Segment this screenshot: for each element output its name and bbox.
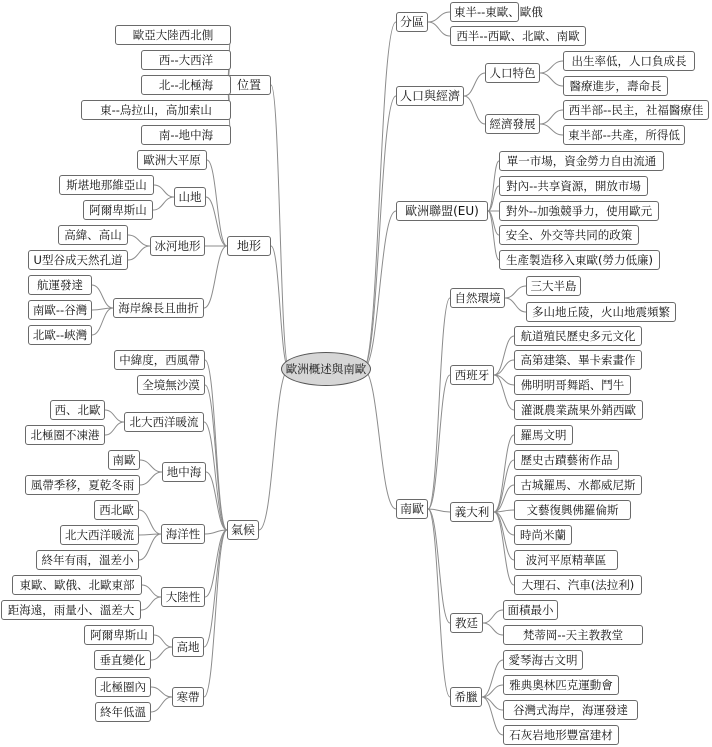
mindmap-node-left-2-5-1[interactable]: 距海遠，雨量小、溫差大 [1,600,141,620]
connector-left-2-6 [204,530,227,647]
connector-right-3-1-0 [494,336,514,375]
mindmap-node-right-1-1-0[interactable]: 西半部--民主，社福醫療佳 [563,100,709,120]
mindmap-node-right-3-2-5[interactable]: 波河平原精華區 [514,550,618,570]
mindmap-node-right-1-1-1[interactable]: 東半部--共產，所得低 [563,125,685,145]
mindmap-node-right-2-3[interactable]: 安全、外交等共同的政策 [499,225,639,245]
connector-left-1 [271,246,289,369]
mindmap-node-right-3-4-3[interactable]: 石灰岩地形豐富建材 [503,725,619,745]
connector-left-2-1 [205,385,227,530]
mindmap-node-left-0-2[interactable]: 北--北極海 [141,75,231,95]
mindmap-node-left-2-4-1[interactable]: 北大西洋暖流 [60,525,139,545]
connector-left-2-7-0 [151,687,172,697]
mindmap-node-left-2-2-1[interactable]: 北極圈不凍港 [25,425,105,445]
mindmap-node-right-3[interactable]: 南歐 [396,499,428,519]
connector-right-3-0-0 [505,286,526,298]
mindmap-node-right-3-1-2[interactable]: 佛明明哥舞蹈、鬥牛 [514,375,631,395]
connector-right-0-1 [428,22,450,36]
mindmap-node-left-2-6[interactable]: 高地 [172,637,204,657]
connector-right-3-4 [428,509,450,697]
mindmap-node-left-2-3-1[interactable]: 風帶季移，夏乾冬雨 [25,475,140,495]
mindmap-node-left-2-4[interactable]: 海洋性 [161,524,205,544]
mindmap-node-right-3-2-1[interactable]: 歷史古蹟藝術作品 [514,450,619,470]
mindmap-node-right-3-3[interactable]: 教廷 [450,613,483,633]
mindmap-node-left-1-3[interactable]: 海岸線長且曲折 [113,298,204,318]
connector-right-3-0 [428,298,450,509]
root-node-title[interactable]: 歐洲概述與南歐 [281,352,371,386]
connector-left-1-2-0 [128,235,150,246]
mindmap-node-left-0-3[interactable]: 東--烏拉山，高加索山 [81,100,231,120]
mindmap-node-right-3-0[interactable]: 自然環境 [450,288,505,308]
connector-left-1-1-1 [153,197,174,210]
mindmap-node-left-1-1-1[interactable]: 阿爾卑斯山 [83,200,153,220]
connector-left-1-0 [207,160,227,246]
mindmap-node-left-2[interactable]: 氣候 [227,520,259,540]
connector-left-2 [259,369,289,530]
mindmap-node-right-2-1[interactable]: 對內--共享資源，開放市場 [499,176,648,196]
connector-right-3-1-1 [494,360,514,375]
mindmap-node-left-2-3-0[interactable]: 南歐 [108,450,140,470]
mindmap-node-left-0-1[interactable]: 西--大西洋 [141,50,231,70]
connector-left-1-3-0 [92,285,113,308]
mindmap-node-right-3-2-6[interactable]: 大理石、汽車(法拉利) [514,575,642,595]
mindmap-node-right-3-1-0[interactable]: 航道殖民歷史多元文化 [514,326,642,346]
mindmap-node-left-2-6-0[interactable]: 阿爾卑斯山 [84,625,154,645]
connector-right-1-0 [464,73,485,96]
mindmap-node-right-2-4[interactable]: 生產製造移入東歐(勞力低廉) [499,250,660,270]
connector-right-1-1-1 [540,124,563,135]
connector-right-3-2 [428,509,450,512]
connector-left-0 [271,85,289,369]
mindmap-node-right-3-1[interactable]: 西班牙 [450,365,494,385]
connector-left-2-6-1 [151,647,172,660]
connector-right-3-4-3 [482,697,503,735]
mindmap-node-left-1-3-2[interactable]: 北歐--峽灣 [28,325,92,345]
mindmap-node-right-3-0-0[interactable]: 三大半島 [526,276,581,296]
connector-right-1-1 [464,96,485,124]
mindmap-node-left-2-7-1[interactable]: 終年低溫 [95,702,151,722]
mindmap-node-right-3-4-2[interactable]: 谷灣式海岸，海運發達 [503,700,638,720]
mindmap-node-right-1-0-1[interactable]: 醫療進步，壽命長 [563,76,668,96]
mindmap-node-right-3-4[interactable]: 希臘 [450,687,482,707]
connector-right-3-3-1 [483,623,503,635]
connector-left-2-5-0 [142,585,161,597]
connector-left-2-2-0 [105,410,124,422]
mindmap-node-left-2-6-1[interactable]: 垂直變化 [94,650,151,670]
connector-left-2-4-2 [139,534,161,560]
mindmap-node-right-1[interactable]: 人口與經濟 [396,86,464,106]
mindmap-node-left-2-1[interactable]: 全境無沙漠 [137,375,205,395]
connector-right-1-0-1 [540,73,563,86]
mindmap-node-left-1-3-1[interactable]: 南歐--谷灣 [28,300,92,320]
connector-left-2-6-0 [154,635,172,647]
connector-left-2-7 [204,530,227,697]
connector-right-3-0-1 [505,298,526,312]
mindmap-node-right-3-3-0[interactable]: 面積最小 [503,600,558,620]
mindmap-node-right-3-2-3[interactable]: 文藝復興佛羅倫斯 [514,500,631,520]
mindmap-node-right-3-2-4[interactable]: 時尚米蘭 [514,525,572,545]
connector-right-3-2-5 [494,512,514,560]
mindmap-node-right-3-1-3[interactable]: 灌溉農業蔬果外銷西歐 [514,400,643,420]
connector-right-3-2-2 [494,485,514,512]
connector-right-2-0 [488,161,499,211]
mindmap-node-left-0[interactable]: 位置 [227,75,271,95]
connector-left-2-5-1 [141,597,161,610]
mindmap-node-left-2-4-2[interactable]: 終年有雨，溫差小 [36,550,139,570]
mindmap-node-left-1-1[interactable]: 山地 [174,187,206,207]
mindmap-node-left-1-0[interactable]: 歐洲大平原 [137,150,207,170]
connector-left-2-2-1 [105,422,124,435]
connector-left-1-3-2 [92,308,113,335]
connector-left-2-3-1 [140,472,162,485]
mindmap-node-left-1[interactable]: 地形 [227,236,271,256]
mindmap-node-right-3-2-0[interactable]: 羅馬文明 [514,425,573,445]
mindmap-node-left-0-4[interactable]: 南--地中海 [141,125,231,145]
connector-right-1-0-0 [540,61,563,73]
connector-right-3 [363,369,396,509]
mindmap-node-left-1-2-0[interactable]: 高緯、高山 [58,225,128,245]
mindmap-node-right-1-0-0[interactable]: 出生率低，人口負成長 [563,51,695,71]
connector-left-1-1 [206,197,227,246]
mindmap-node-right-2-2[interactable]: 對外--加強競爭力，使用歐元 [499,201,659,221]
mindmap-node-left-2-2[interactable]: 北大西洋暖流 [124,412,204,432]
mindmap-node-right-3-1-1[interactable]: 高第建築、畢卡索畫作 [514,350,642,370]
mindmap-node-left-2-4-0[interactable]: 西北歐 [94,500,139,520]
mindmap-node-right-3-2[interactable]: 義大利 [450,502,494,522]
mindmap-node-left-2-0[interactable]: 中緯度，西風帶 [114,350,205,370]
mindmap-node-right-3-0-1[interactable]: 多山地丘陵，火山地震頻繁 [526,302,676,322]
connector-right-3-3-0 [483,610,503,623]
mindmap-node-right-3-3-1[interactable]: 梵蒂岡--天主教教堂 [503,625,643,645]
connector-right-2-4 [488,211,499,260]
connector-left-2-4-0 [139,510,161,534]
connector-left-1-3 [204,246,227,308]
mindmap-node-right-2[interactable]: 歐洲聯盟(EU) [396,201,488,221]
mindmap-node-right-3-4-0[interactable]: 愛琴海古文明 [503,650,583,670]
mindmap-node-left-2-7-0[interactable]: 北極圈內 [95,677,151,697]
mindmap-node-left-2-7[interactable]: 寒帶 [172,687,204,707]
connector-right-1-1-0 [540,110,563,124]
mindmap-node-right-1-0[interactable]: 人口特色 [485,63,540,83]
mindmap-node-right-3-4-1[interactable]: 雅典奧林匹克運動會 [503,675,619,695]
connector-left-2-7-1 [151,697,172,712]
connector-left-1-1-0 [154,185,174,197]
connector-right-3-2-0 [494,435,514,512]
connector-right-0 [363,22,396,369]
connector-left-2-3-0 [140,460,162,472]
mindmap-node-left-2-2-0[interactable]: 西、北歐 [50,400,105,420]
connector-left-2-0 [205,360,227,530]
connector-right-1 [363,96,396,369]
mindmap-node-left-2-5-0[interactable]: 東歐、歐俄、北歐東部 [12,575,142,595]
mindmap-node-right-2-0[interactable]: 單一市場，資金勞力自由流通 [499,151,664,171]
mindmap-node-left-0-0[interactable]: 歐亞大陸西北側 [115,25,231,45]
mindmap-node-left-1-2[interactable]: 冰河地形 [150,236,205,256]
mindmap-node-right-3-2-2[interactable]: 古城羅馬、水都威尼斯 [514,475,642,495]
connector-right-0-0 [428,12,450,22]
mindmap-node-right-0[interactable]: 分區 [396,12,428,32]
mindmap-node-right-1-1[interactable]: 經濟發展 [485,114,540,134]
mindmap-node-left-1-3-0[interactable]: 航運發達 [28,275,92,295]
mindmap-node-left-1-1-0[interactable]: 斯堪地那維亞山 [59,175,154,195]
mindmap-node-right-0-0[interactable]: 東半--東歐、歐俄 [450,2,519,22]
mindmap-node-right-0-1[interactable]: 西半--西歐、北歐、南歐 [450,26,586,46]
mindmap-node-left-2-5[interactable]: 大陸性 [161,587,205,607]
mindmap-node-left-1-2-1[interactable]: U型谷成天然孔道 [28,250,128,270]
connector-left-1-2-1 [128,246,150,260]
mindmap-node-left-2-3[interactable]: 地中海 [162,462,206,482]
